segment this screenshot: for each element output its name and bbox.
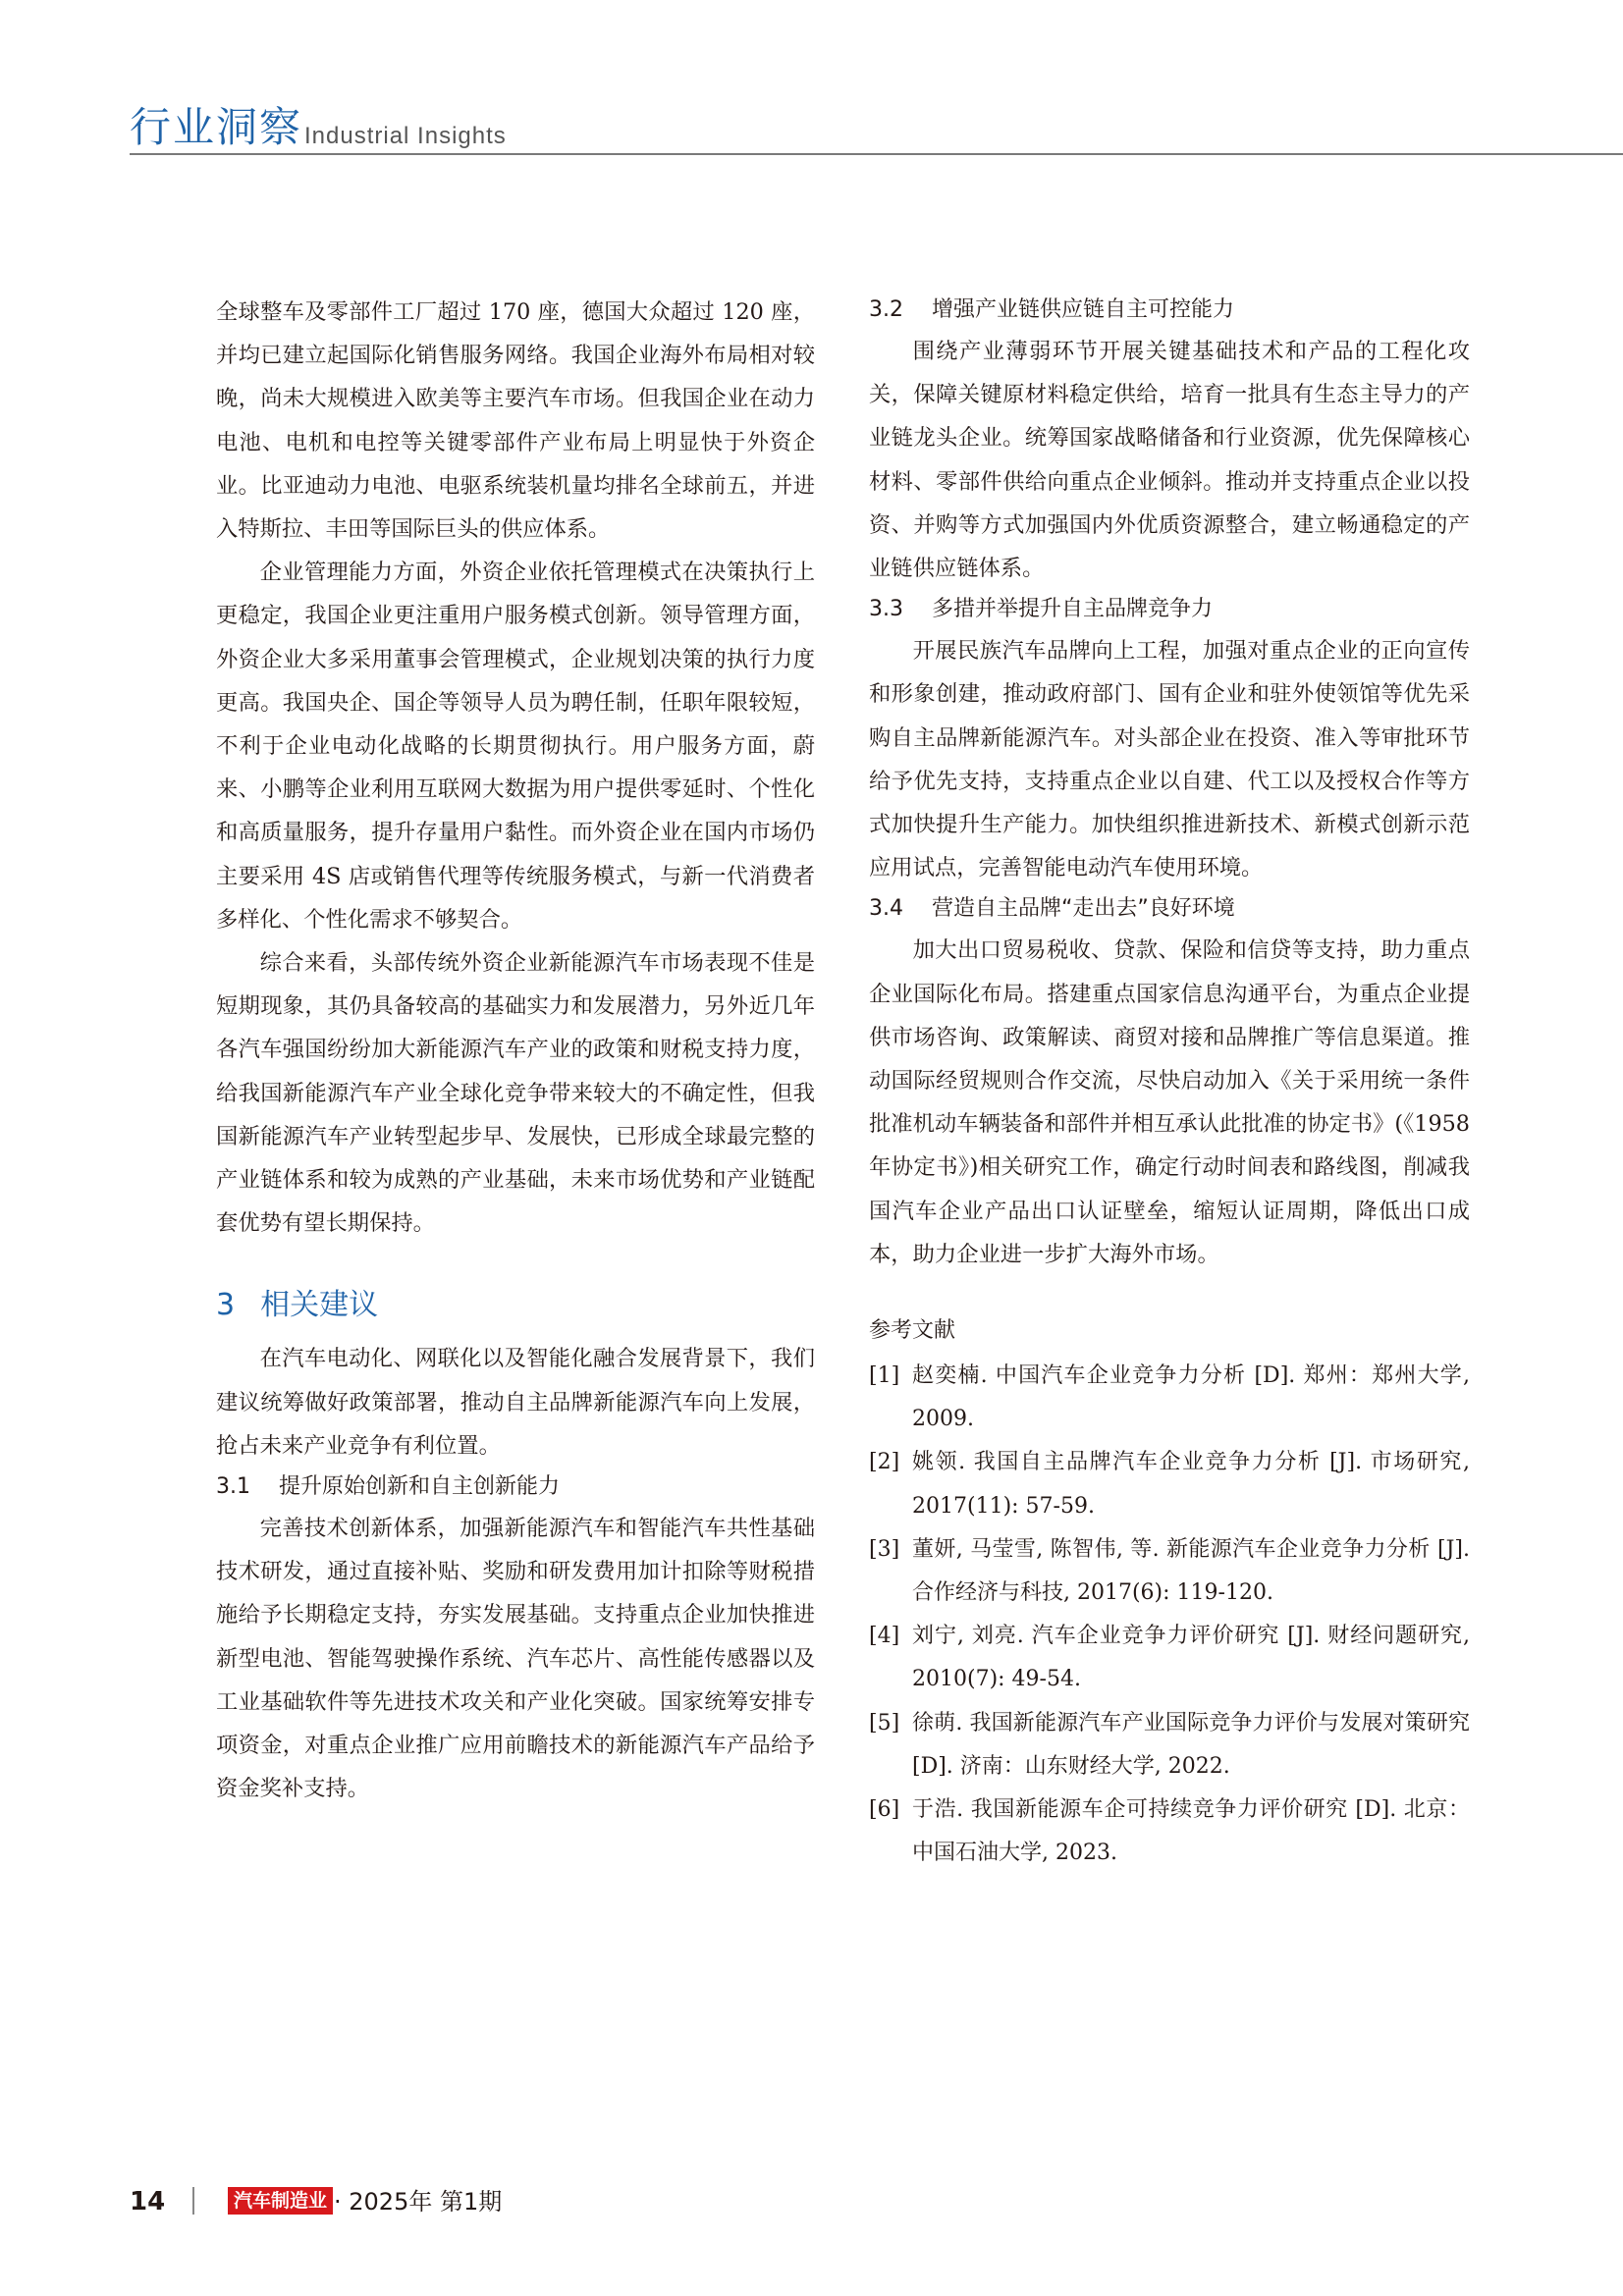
- body-paragraph: 加大出口贸易税收、贷款、保险和信贷等支持，助力重点企业国际化布局。搭建重点国家信息沟通平台，为重点企业提供市场咨询、政策解读、商贸对接和品牌推广等信息渠道。推动国际经贸规则合作交流，尽快启动加入《关于采用统一条件批准机动车辆装备和部件并相互承认此批准的协定书》(《1958 年协定书》)相关研究工作，确定行动时间表和路线图，削减我国汽车企业产品出口认证壁垒，缩短认证周期，降低出口成本，助力企业进一步扩大海外市场。: [869, 937, 1470, 1267]
- body-paragraph: 全球整车及零部件工厂超过 170 座，德国大众超过 120 座，并均已建立起国际化销售服务网络。我国企业海外布局相对较晚，尚未大规模进入欧美等主要汽车市场。但我国企业在动力电池、电机和电控等关键零部件产业布局上明显快于外资企业。比亚迪动力电池、电驱系统装机量均排名全球前五，并进入特斯拉、丰田等国际巨头的供应体系。: [216, 299, 815, 543]
- section-subtitle: Industrial Insights: [304, 123, 507, 149]
- body-paragraph: 围绕产业薄弱环节开展关键基础技术和产品的工程化攻关，保障关键原材料稳定供给，培育一批具有生态主导力的产业链龙头企业。统筹国家战略储备和行业资源，优先保障核心材料、零部件供给向重点企业倾斜。推动并支持重点企业以投资、并购等方式加强国内外优质资源整合，建立畅通稳定的产业链供应链体系。: [869, 339, 1470, 582]
- reference-text: 徐萌. 我国新能源汽车产业国际竞争力评价与发展对策研究 [D]. 济南：山东财经大学, 2022.: [912, 1710, 1470, 1779]
- page-number: 14: [130, 2187, 166, 2216]
- reference-item: [869, 1355, 1470, 1441]
- body-paragraph: 综合来看，头部传统外资企业新能源汽车市场表现不佳是短期现象，其仍具备较高的基础实力和发展潜力，另外近几年各汽车强国纷纷加大新能源汽车产业的政策和财税支持力度，给我国新能源汽车产业全球化竞争带来较大的不确定性，但我国新能源汽车产业转型起步早、发展快，已形成全球最完整的产业链体系和较为成熟的产业基础，未来市场优势和产业链配套优势有望长期保持。: [216, 950, 815, 1237]
- reference-number: [4]: [869, 1624, 900, 1649]
- reference-number: [2]: [869, 1450, 900, 1475]
- body-paragraph: 完善技术创新体系，加强新能源汽车和智能汽车共性基础技术研发，通过直接补贴、奖励和研发费用加计扣除等财税措施给予长期稳定支持，夯实发展基础。支持重点企业加快推进新型电池、智能驾驶操作系统、汽车芯片、高性能传感器以及工业基础软件等先进技术攻关和产业化突破。国家统筹安排专项资金，对重点企业推广应用前瞻技术的新能源汽车产品给予资金奖补支持。: [216, 1516, 815, 1802]
- subsection-heading: [216, 1468, 815, 1507]
- subsection-heading: [869, 291, 1470, 330]
- reference-text: 赵奕楠. 中国汽车企业竞争力分析 [D]. 郑州：郑州大学, 2009.: [912, 1363, 1470, 1432]
- right-column: [869, 291, 1470, 1876]
- reference-item: [869, 1702, 1470, 1789]
- section-heading-text: 相关建议: [260, 1288, 379, 1323]
- reference-item: [869, 1528, 1470, 1615]
- subsection-heading: [869, 590, 1470, 629]
- reference-text: 刘宁, 刘亮. 汽车企业竞争力评价研究 [J]. 财经问题研究, 2010(7): 49-54.: [912, 1624, 1470, 1692]
- journal-logo: 汽车制造业: [228, 2187, 333, 2215]
- footer-divider: [192, 2187, 194, 2215]
- left-column: [216, 291, 815, 1811]
- reference-item: [869, 1615, 1470, 1701]
- reference-item: [869, 1789, 1470, 1875]
- subsection-heading-text: 多措并举提升自主品牌竞争力: [932, 597, 1214, 622]
- references-heading: 参考文献: [869, 1318, 956, 1344]
- reference-text: 董妍, 马莹雪, 陈智伟, 等. 新能源汽车企业竞争力分析 [J]. 合作经济与科技, 2017(6): 119-120.: [912, 1536, 1470, 1606]
- section-title: 行业洞察: [130, 103, 303, 151]
- subsection-heading-text: 提升原始创新和自主创新能力: [279, 1474, 561, 1500]
- subsection-heading: [869, 889, 1470, 929]
- section-heading: [216, 1284, 815, 1327]
- reference-number: [3]: [869, 1536, 900, 1562]
- subsection-heading-text: 增强产业链供应链自主可控能力: [932, 297, 1235, 322]
- reference-number: [5]: [869, 1710, 900, 1735]
- issue-info: · 2025年 第1期: [334, 2188, 503, 2216]
- header-divider: [130, 153, 1623, 155]
- reference-text: 姚领. 我国自主品牌汽车企业竞争力分析 [J]. 市场研究, 2017(11): 57-59.: [912, 1450, 1470, 1519]
- body-paragraph: 在汽车电动化、网联化以及智能化融合发展背景下，我们建议统筹做好政策部署，推动自主品牌新能源汽车向上发展，抢占未来产业竞争有利位置。: [216, 1346, 815, 1459]
- subsection-number: 3.3: [869, 597, 903, 622]
- body-paragraph: 企业管理能力方面，外资企业依托管理模式在决策执行上更稳定，我国企业更注重用户服务模式创新。领导管理方面，外资企业大多采用董事会管理模式，企业规划决策的执行力度更高。我国央企、国企等领导人员为聘任制，任职年限较短，不利于企业电动化战略的长期贯彻执行。用户服务方面，蔚来、小鹏等企业利用互联网大数据为用户提供零延时、个性化和高质量服务，提升存量用户黏性。而外资企业在国内市场仍主要采用 4S 店或销售代理等传统服务模式，与新一代消费者多样化、个性化需求不够契合。: [216, 560, 815, 933]
- reference-number: [1]: [869, 1363, 900, 1389]
- subsection-heading-text: 营造自主品牌“走出去”良好环境: [932, 896, 1235, 922]
- subsection-number: 3.1: [216, 1474, 250, 1500]
- body-paragraph: 开展民族汽车品牌向上工程，加强对重点企业的正向宣传和形象创建，推动政府部门、国有企业和驻外使领馆等优先采购自主品牌新能源汽车。对头部企业在投资、准入等审批环节给予优先支持，支持重点企业以自建、代工以及授权合作等方式加快提升生产能力。加快组织推进新技术、新模式创新示范应用试点，完善智能电动汽车使用环境。: [869, 638, 1470, 881]
- reference-number: [6]: [869, 1797, 900, 1823]
- subsection-number: 3.2: [869, 297, 903, 322]
- section-number: 3: [216, 1288, 236, 1323]
- reference-text: 于浩. 我国新能源车企可持续竞争力评价研究 [D]. 北京：中国石油大学, 2023.: [912, 1797, 1470, 1866]
- subsection-number: 3.4: [869, 896, 903, 922]
- reference-item: [869, 1441, 1470, 1527]
